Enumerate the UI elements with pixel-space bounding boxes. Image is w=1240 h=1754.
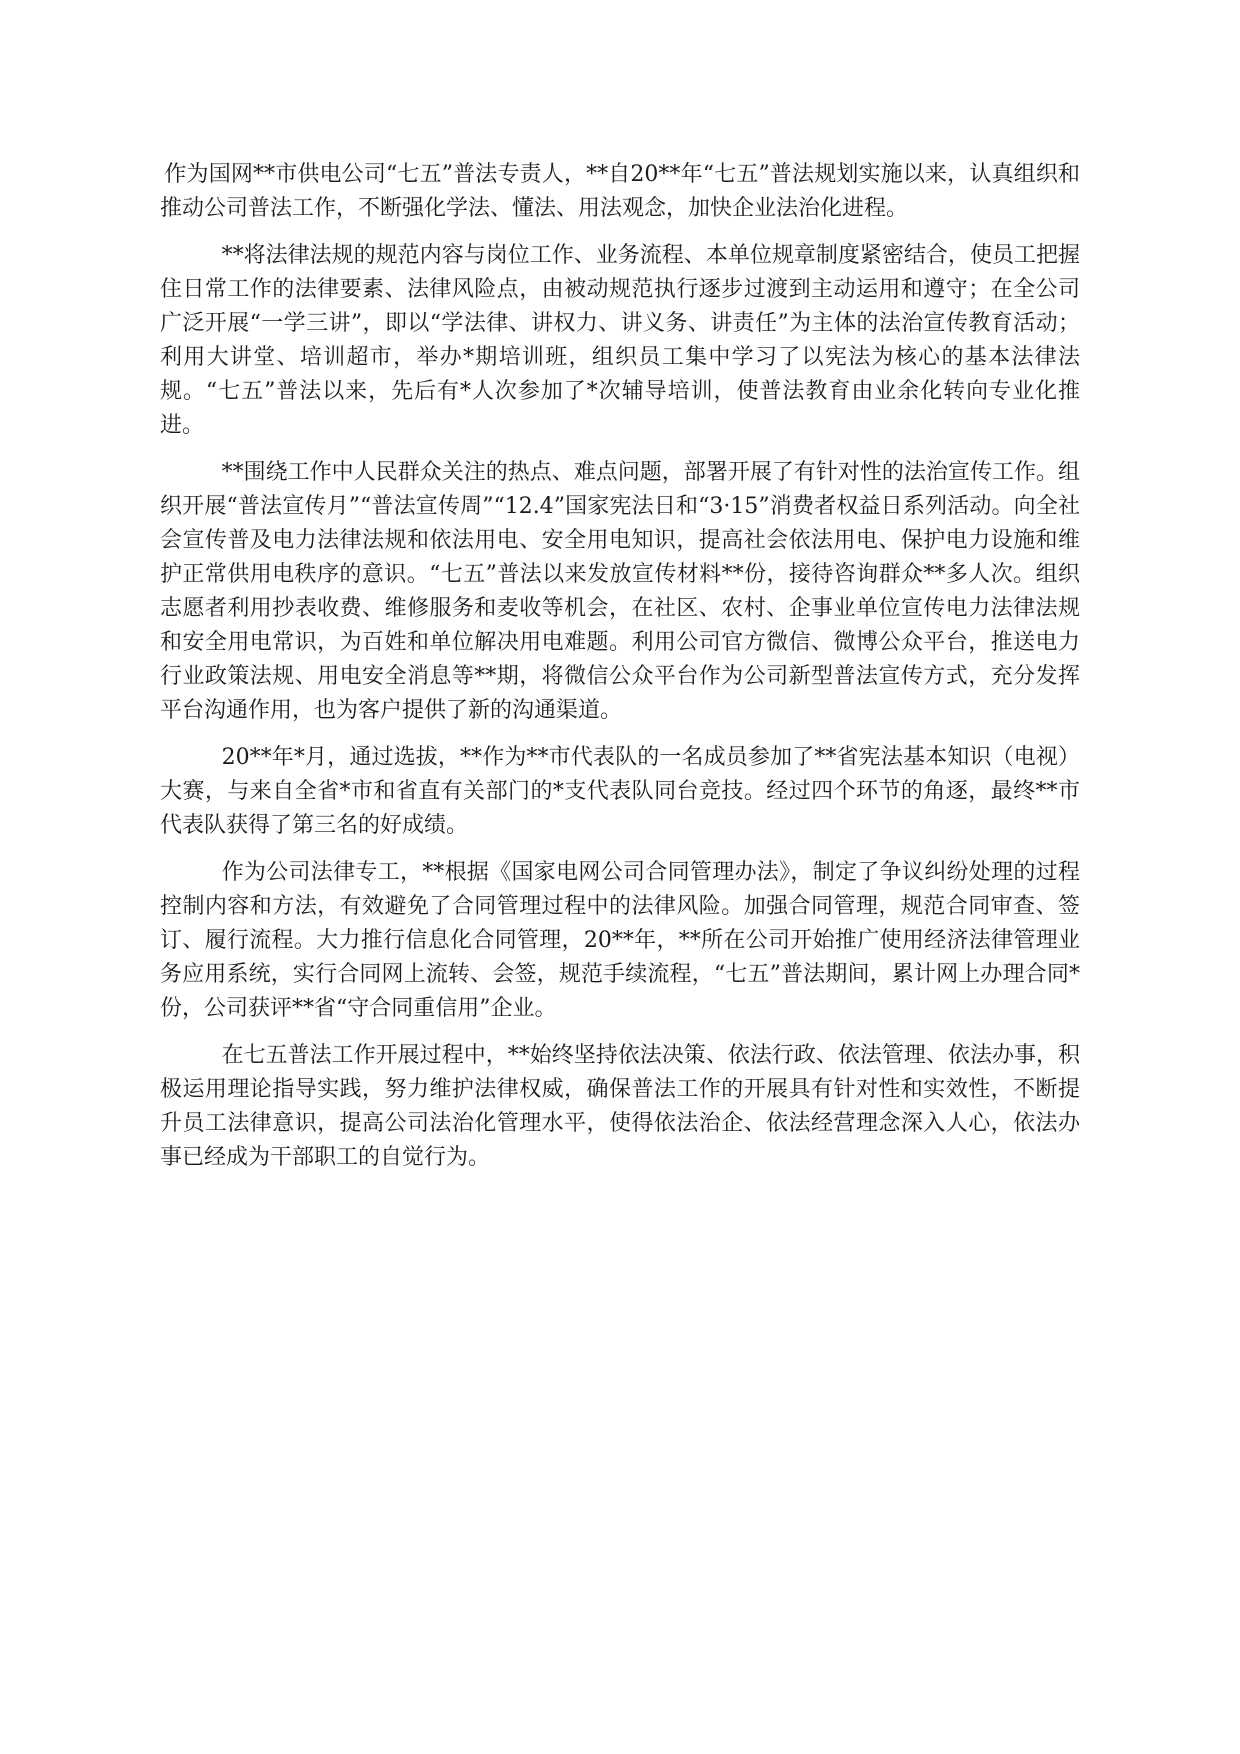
paragraph-contract-management: 作为公司法律专工，**根据《国家电网公司合同管理办法》，制定了争议纠纷处理的过程控制内容和方法，有效避免了合同管理过程中的法律风险。加强合同管理，规范合同审查、签订、履行流程。大力推行信息化合同管理，20**年，**所在公司开始推广使用经济法律管理业务应用系统，实行合同网上流转、会签，规范手续流程，“七五”普法期间，累计网上办理合同*份，公司获评**省“守合同重信用”企业。 (160, 860, 1080, 1021)
paragraph-conclusion: 在七五普法工作开展过程中，**始终坚持依法决策、依法行政、依法管理、依法办事，积极运用理论指导实践，努力维护法律权威，确保普法工作的开展具有针对性和实效性，不断提升员工法律意识，提高公司法治化管理水平，使得依法治企、依法经营理念深入人心，依法办事已经成为干部职工的自觉行为。 (160, 1043, 1080, 1170)
paragraph-competition: 20**年*月，通过选拔，**作为**市代表队的一名成员参加了**省宪法基本知识（电视）大赛，与来自全省*市和省直有关部门的*支代表队同台竞技。经过四个环节的角逐，最终**市代表队获得了第三名的好成绩。 (160, 745, 1080, 838)
paragraph-intro: 作为国网**市供电公司“七五”普法专责人，**自20**年“七五”普法规划实施以来，认真组织和推动公司普法工作，不断强化学法、懂法、用法观念，加快企业法治化进程。 (160, 162, 1080, 221)
paragraph-training: **将法律法规的规范内容与岗位工作、业务流程、本单位规章制度紧密结合，使员工把握住日常工作的法律要素、法律风险点，由被动规范执行逐步过渡到主动运用和遵守；在全公司广泛开展“一学三讲”，即以“学法律、讲权力、讲义务、讲责任”为主体的法治宣传教育活动；利用大讲堂、培训超市，举办*期培训班，组织员工集中学习了以宪法为核心的基本法律法规。“七五”普法以来，先后有*人次参加了*次辅导培训，使普法教育由业余化转向专业化推进。 (160, 243, 1080, 438)
document-body (160, 158, 1080, 1188)
paragraph-publicity: **围绕工作中人民群众关注的热点、难点问题，部署开展了有针对性的法治宣传工作。组织开展“普法宣传月”“普法宣传周”“12.4”国家宪法日和“3·15”消费者权益日系列活动。向全社会宣传普及电力法律法规和依法用电、安全用电知识，提高社会依法用电、保护电力设施和维护正常供用电秩序的意识。“七五”普法以来发放宣传材料**份，接待咨询群众**多人次。组织志愿者利用抄表收费、维修服务和麦收等机会，在社区、农村、企事业单位宣传电力法律法规和安全用电常识，为百姓和单位解决用电难题。利用公司官方微信、微博公众平台，推送电力行业政策法规、用电安全消息等**期，将微信公众平台作为公司新型普法宣传方式，充分发挥平台沟通作用，也为客户提供了新的沟通渠道。 (160, 460, 1080, 723)
